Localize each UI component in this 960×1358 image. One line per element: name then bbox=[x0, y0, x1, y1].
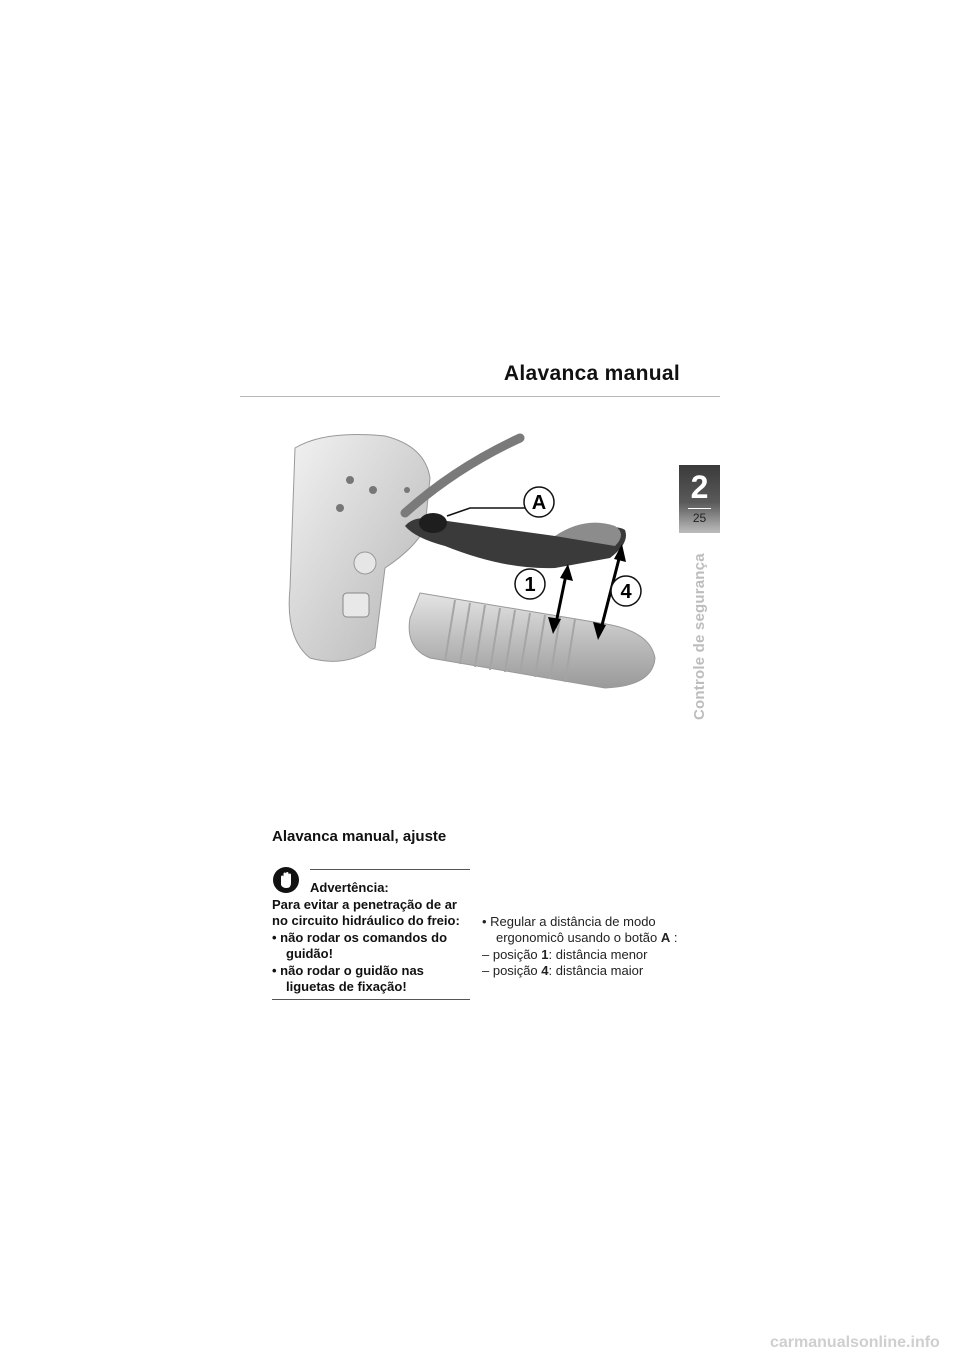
adjuster-knob bbox=[419, 513, 447, 533]
warning-intro: Para evitar a penetração de ar no circuito hidráulico do freio: bbox=[272, 897, 460, 929]
chapter-side-label: Controle de segurança bbox=[691, 553, 708, 720]
warning-body bbox=[272, 897, 472, 995]
callout-a: A bbox=[531, 492, 547, 514]
instruction-adjust: • Regular a distância de modo ergonomicô usando o botão A : bbox=[482, 914, 678, 946]
callout-1: 1 bbox=[524, 574, 536, 596]
warning-heading: Advertência: bbox=[310, 880, 389, 895]
stop-hand-icon bbox=[272, 866, 300, 894]
instruction-position-4: – posição 4: distância maior bbox=[482, 963, 644, 979]
chapter-number: 2 bbox=[690, 469, 709, 505]
warning-item: • não rodar o guidão nas liguetas de fixação! bbox=[272, 962, 424, 995]
callout-4: 4 bbox=[620, 581, 632, 603]
warning-item: • não rodar os comandos do guidão! bbox=[272, 929, 448, 962]
warning-top-rule bbox=[310, 869, 470, 870]
section-title: Alavanca manual, ajuste bbox=[272, 828, 447, 845]
footer-watermark: carmanualsonline.info bbox=[770, 1334, 940, 1351]
page-number: 25 bbox=[692, 511, 707, 525]
instructions bbox=[482, 914, 702, 980]
hand-lever-illustration bbox=[255, 418, 695, 718]
title-divider bbox=[240, 396, 720, 397]
page-title: Alavanca manual bbox=[503, 362, 680, 385]
handlebar-grip bbox=[409, 593, 655, 688]
instruction-position-1: – posição 1: distância menor bbox=[482, 946, 648, 962]
warning-bottom-rule bbox=[272, 999, 470, 1000]
